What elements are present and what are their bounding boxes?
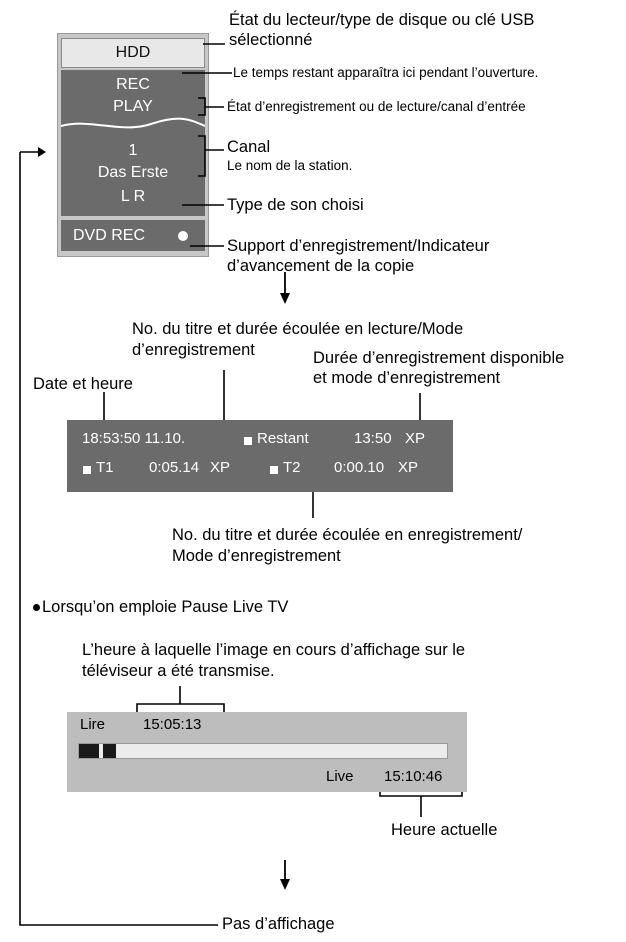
no-display-label: Pas d’affichage (222, 915, 335, 933)
station-name: Das Erste (97, 164, 169, 181)
label-available-line2: et mode d’enregistrement (313, 369, 501, 387)
label-date-time: Date et heure (33, 375, 133, 393)
label-play-line1: No. du titre et durée écoulée en lecture/Mode (132, 320, 464, 338)
label-rec-line2: Mode d’enregistrement (172, 547, 341, 565)
callout-rec-play: État d’enregistrement ou de lecture/canal d’entrée (227, 99, 526, 114)
label-current-time: Heure actuelle (391, 821, 498, 839)
label-available-line1: Durée d’enregistrement disponible (313, 349, 565, 367)
callout-media-line2: d’avancement de la copie (227, 257, 415, 275)
osd-restant-label: Restant (257, 430, 309, 447)
square-icon (270, 466, 278, 474)
callout-drive-line1: État du lecteur/type de disque ou clé USB (229, 11, 535, 29)
progress-track (78, 743, 448, 759)
osd-t1-mode: XP (210, 459, 231, 476)
arrow-right-icon (38, 147, 46, 157)
square-icon (83, 466, 91, 474)
callout-station: Le nom de la station. (227, 158, 353, 173)
osd-t2-mode: XP (398, 459, 419, 476)
osd-t2-title: T2 (283, 459, 301, 476)
live-label: Live (326, 768, 354, 785)
channel-number: 1 (128, 142, 138, 159)
lire-label: Lire (80, 716, 106, 733)
pause-live-heading: Lorsqu’on emploie Pause Live TV (42, 598, 289, 616)
pause-live-label-line1: L’heure à laquelle l’image en cours d’affichage sur le (82, 641, 466, 659)
callout-media-line1: Support d’enregistrement/Indicateur (227, 237, 490, 255)
callout-canal: Canal (227, 138, 271, 156)
sound-type: L R (120, 188, 146, 205)
callout-remaining: Le temps restant apparaîtra ici pendant l’ouverture. (233, 65, 539, 80)
callout-sound: Type de son choisi (227, 196, 364, 214)
osd-t2-time: 0:00.10 (334, 459, 385, 476)
rec-label: REC (116, 76, 150, 93)
callout-drive-line2: sélectionné (229, 31, 313, 49)
osd-restant-mode: XP (405, 430, 426, 447)
drive-label: HDD (115, 44, 151, 61)
bullet-icon (33, 604, 40, 611)
play-label: PLAY (113, 98, 153, 115)
live-time: 15:10:46 (384, 768, 443, 785)
lire-time: 15:05:13 (143, 716, 202, 733)
progress-gap (99, 744, 103, 758)
label-play-line2: d’enregistrement (132, 341, 255, 359)
dvd-rec-label: DVD REC (73, 227, 146, 244)
square-icon (244, 437, 252, 445)
osd-t1-title: T1 (96, 459, 114, 476)
progress-fill (79, 744, 116, 758)
label-rec-line1: No. du titre et durée écoulée en enregistrement/ (172, 526, 523, 544)
osd-t1-time: 0:05.14 (149, 459, 200, 476)
osd-datetime: 18:53:50 11.10. (82, 430, 186, 447)
pause-live-label-line2: téléviseur a été transmise. (82, 662, 275, 680)
osd-restant-time: 13:50 (354, 430, 392, 447)
